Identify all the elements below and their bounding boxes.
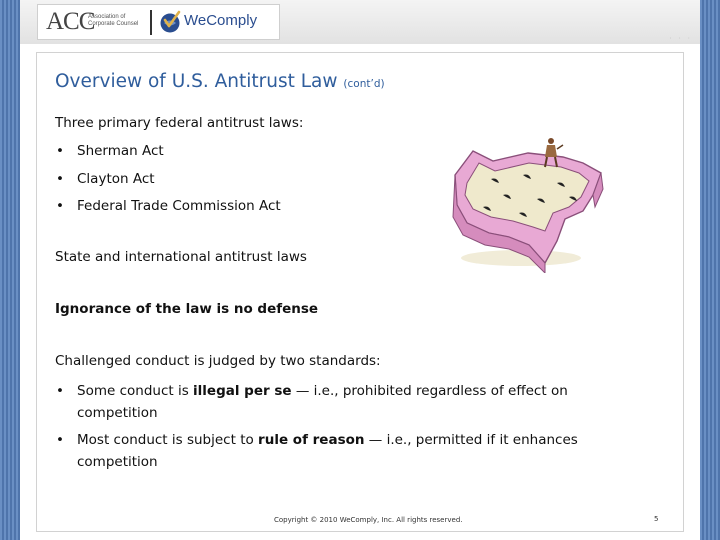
standards-intro: Challenged conduct is judged by two standards: [55,353,381,369]
page-number: 5 [654,515,659,523]
us-map-puzzle-illustration [433,133,623,273]
logo-banner [37,4,280,40]
federal-law-clayton: Clayton Act [77,171,155,187]
bullet: • [56,198,64,214]
slide-title [55,71,385,92]
standard-per-se-post: — i.e., prohibited regardless of effect on competition [77,383,568,421]
federal-law-sherman: Sherman Act [77,143,164,159]
header-band [20,0,700,44]
bullet: • [56,432,64,448]
content-box [36,52,684,532]
bullet: • [56,171,64,187]
header-dots: · · · [669,34,692,43]
acc-logo-text: Association of Corporate Counsel [88,14,139,27]
intro-line: Three primary federal antitrust laws: [55,115,304,131]
slide-title-main: Overview of U.S. Antitrust Law [55,71,338,92]
standard-rule-term: rule of reason [258,432,365,448]
bullet: • [56,383,64,399]
bullet: • [56,143,64,159]
logo-divider [150,10,152,35]
wecomply-logo-text: WeComply [184,12,258,29]
standard-rule-of-reason [77,429,637,473]
standard-rule-pre: Most conduct is subject to [77,432,259,448]
standard-per-se-term: illegal per se [193,383,292,399]
standard-per-se [77,380,637,424]
wecomply-check-globe-icon [159,10,181,34]
state-international-line: State and international antitrust laws [55,249,307,265]
standard-rule-post: — i.e., permitted if it enhances competition [77,432,578,470]
slide [20,0,700,540]
acc-logo-mark: ACC [46,8,95,35]
footer-copyright: Copyright © 2010 WeComply, Inc. All rights reserved. [274,516,463,524]
standard-per-se-pre: Some conduct is [77,383,194,399]
ignorance-line: Ignorance of the law is no defense [55,301,319,317]
slide-title-suffix: (cont’d) [343,78,385,90]
federal-law-ftc: Federal Trade Commission Act [77,198,281,214]
